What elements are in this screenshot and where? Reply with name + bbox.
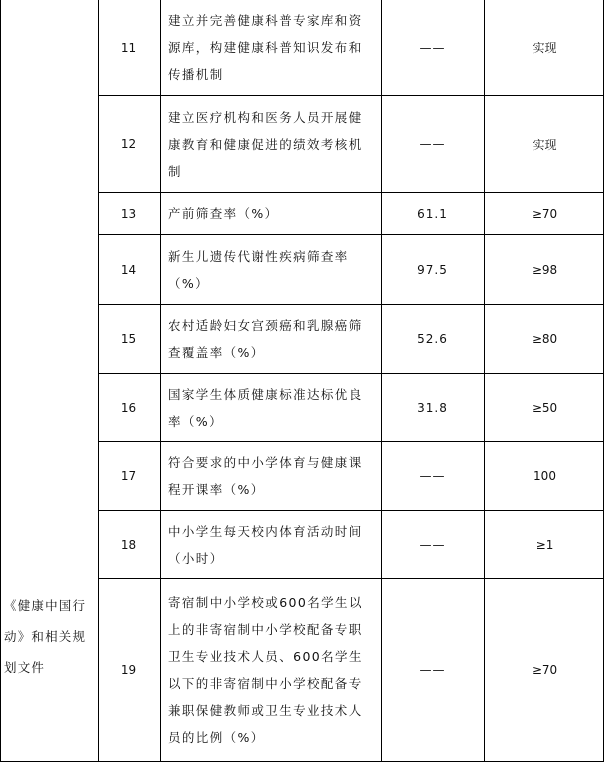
row-number: 14 bbox=[120, 262, 137, 277]
indicator-text: 中小学生每天校内体育活动时间（小时） bbox=[168, 523, 363, 566]
policy-basis-cell: 《健康中国行动》和相关规划文件 bbox=[4, 598, 87, 675]
row-number: 12 bbox=[120, 137, 137, 151]
table-row bbox=[98, 374, 604, 441]
target-value: ≥80 bbox=[531, 332, 558, 346]
baseline-value: 52.6 bbox=[417, 332, 448, 346]
baseline-value: 31.8 bbox=[417, 400, 448, 415]
row-number: 16 bbox=[120, 400, 137, 415]
indicator-text: 符合要求的中小学体育与健康课程开课率（%） bbox=[168, 455, 363, 497]
indicator-text: 建立医疗机构和医务人员开展健康教育和健康促进的绩效考核机制 bbox=[168, 109, 363, 179]
baseline-value: —— bbox=[419, 469, 446, 483]
target-value: 100 bbox=[533, 469, 556, 483]
baseline-value: 61.1 bbox=[417, 206, 448, 221]
target-value: ≥70 bbox=[531, 206, 558, 221]
baseline-value: —— bbox=[419, 40, 446, 55]
indicator-text: 新生儿遗传代谢性疾病筛查率（%） bbox=[168, 248, 349, 291]
row-number: 11 bbox=[120, 40, 137, 55]
indicator-text: 产前筛查率（%） bbox=[168, 206, 279, 221]
baseline-value: —— bbox=[419, 537, 446, 552]
row-number: 18 bbox=[120, 537, 137, 552]
table-row bbox=[98, 193, 604, 234]
row-number: 19 bbox=[120, 663, 137, 677]
target-value: 实现 bbox=[532, 41, 557, 55]
row-number: 17 bbox=[120, 469, 137, 483]
baseline-value: —— bbox=[419, 137, 446, 151]
table-row bbox=[98, 96, 604, 192]
indicator-text: 寄宿制中小学校或600名学生以上的非寄宿制中小学校配备专职卫生专业技术人员、600名学生以下的非寄宿制中小学校配备专兼职保健教师或卫生专业技术人员的比例（%） bbox=[168, 595, 363, 745]
baseline-value: 97.5 bbox=[417, 262, 448, 277]
target-value: ≥98 bbox=[531, 262, 558, 277]
row-number: 13 bbox=[120, 206, 137, 221]
table-row bbox=[98, 305, 604, 373]
target-value: 实现 bbox=[532, 137, 557, 152]
indicator-text: 建立并完善健康科普专家库和资源库，构建健康科普知识发布和传播机制 bbox=[168, 13, 363, 82]
baseline-value: —— bbox=[419, 663, 446, 677]
row-number: 15 bbox=[120, 332, 137, 346]
table-row bbox=[98, 442, 604, 510]
target-value: ≥50 bbox=[531, 400, 558, 415]
table-row bbox=[98, 0, 604, 95]
table-row bbox=[98, 579, 604, 761]
table-row bbox=[98, 235, 604, 304]
indicator-text: 农村适龄妇女宫颈癌和乳腺癌筛查覆盖率（%） bbox=[168, 318, 363, 360]
table-row bbox=[98, 511, 604, 578]
target-value: ≥70 bbox=[531, 663, 558, 677]
target-value: ≥1 bbox=[535, 537, 554, 552]
indicator-text: 国家学生体质健康标准达标优良率（%） bbox=[168, 386, 363, 429]
